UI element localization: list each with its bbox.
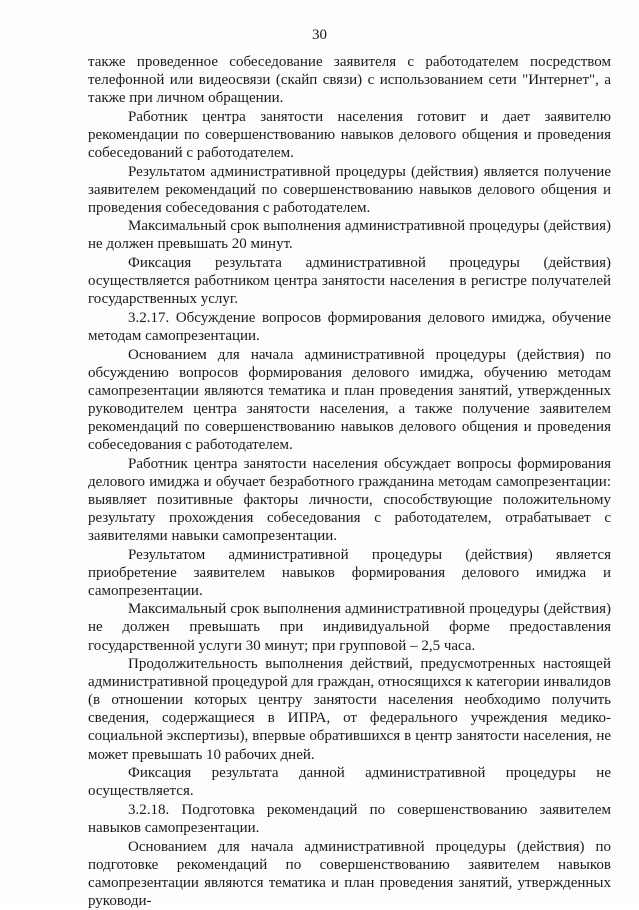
section-heading-3-2-17: 3.2.17. Обсуждение вопросов формирования делового имиджа, обучение методам самопрезентации. [88, 309, 611, 344]
paragraph: Результатом административной процедуры (действия) является приобретение заявителем навыков формирования делового имиджа и самопрезентации. [88, 546, 611, 599]
section-heading-3-2-18: 3.2.18. Подготовка рекомендаций по совершенствованию заявителем навыков самопрезентации. [88, 801, 611, 836]
paragraph: Основанием для начала административной процедуры (действия) по обсуждению вопросов формирования делового имиджа, обучению методам самопрезентации являются тематика и план проведения занятий, утвержденных руководителем центра занятости населения, а также получение заявителем рекомендаций по совершенствованию навыков делового общения и проведения собеседования с работодателем. [88, 346, 611, 453]
paragraph: Максимальный срок выполнения административной процедуры (действия) не должен превышать 20 минут. [88, 218, 611, 253]
paragraph: также проведенное собеседование заявителя с работодателем посредством телефонной или видеосвязи (скайп связи) с использованием сети "Интернет", а также при личном обращении. [88, 54, 611, 107]
paragraph: Максимальный срок выполнения административной процедуры (действия) не должен превышать при индивидуальной форме предоставления государственной услуги 30 минут; при групповой – 2,5 часа. [88, 601, 611, 654]
paragraph: Работник центра занятости населения обсуждает вопросы формирования делового имиджа и обучает безработного гражданина методам самопрезентации: выявляет позитивные факторы личности, способствующие положительному результату прохождения собеседования с работодателем, отрабатывает с заявителями навыки самопрезентации. [88, 455, 611, 544]
paragraph: Работник центра занятости населения готовит и дает заявителю рекомендации по совершенствованию навыков делового общения и проведения собеседований с работодателем. [88, 108, 611, 161]
document-body [88, 53, 611, 910]
paragraph: Результатом административной процедуры (действия) является получение заявителем рекомендаций по совершенствованию навыков делового общения и проведения собеседования с работодателем. [88, 163, 611, 216]
paragraph: Продолжительность выполнения действий, предусмотренных настоящей административной процедурой для граждан, относящихся к категории инвалидов (в отношении которых центру занятости населения необходимо получить сведения, содержащиеся в ИПРА, от федерального учреждения медико-социальной экспертизы), впервые обратившихся в центр занятости населения, не может превышать 10 рабочих дней. [88, 656, 611, 763]
page-number: 30 [312, 27, 327, 43]
paragraph: Фиксация результата административной процедуры (действия) осуществляется работником центра занятости населения в регистре получателей государственных услуг. [88, 255, 611, 308]
paragraph: Основанием для начала административной процедуры (действия) по подготовке рекомендаций по совершенствованию заявителем навыков самопрезентации являются тематика и план проведения занятий, утвержденных руководи- [88, 838, 611, 909]
paragraph: Фиксация результата данной административной процедуры не осуществляется. [88, 765, 611, 800]
